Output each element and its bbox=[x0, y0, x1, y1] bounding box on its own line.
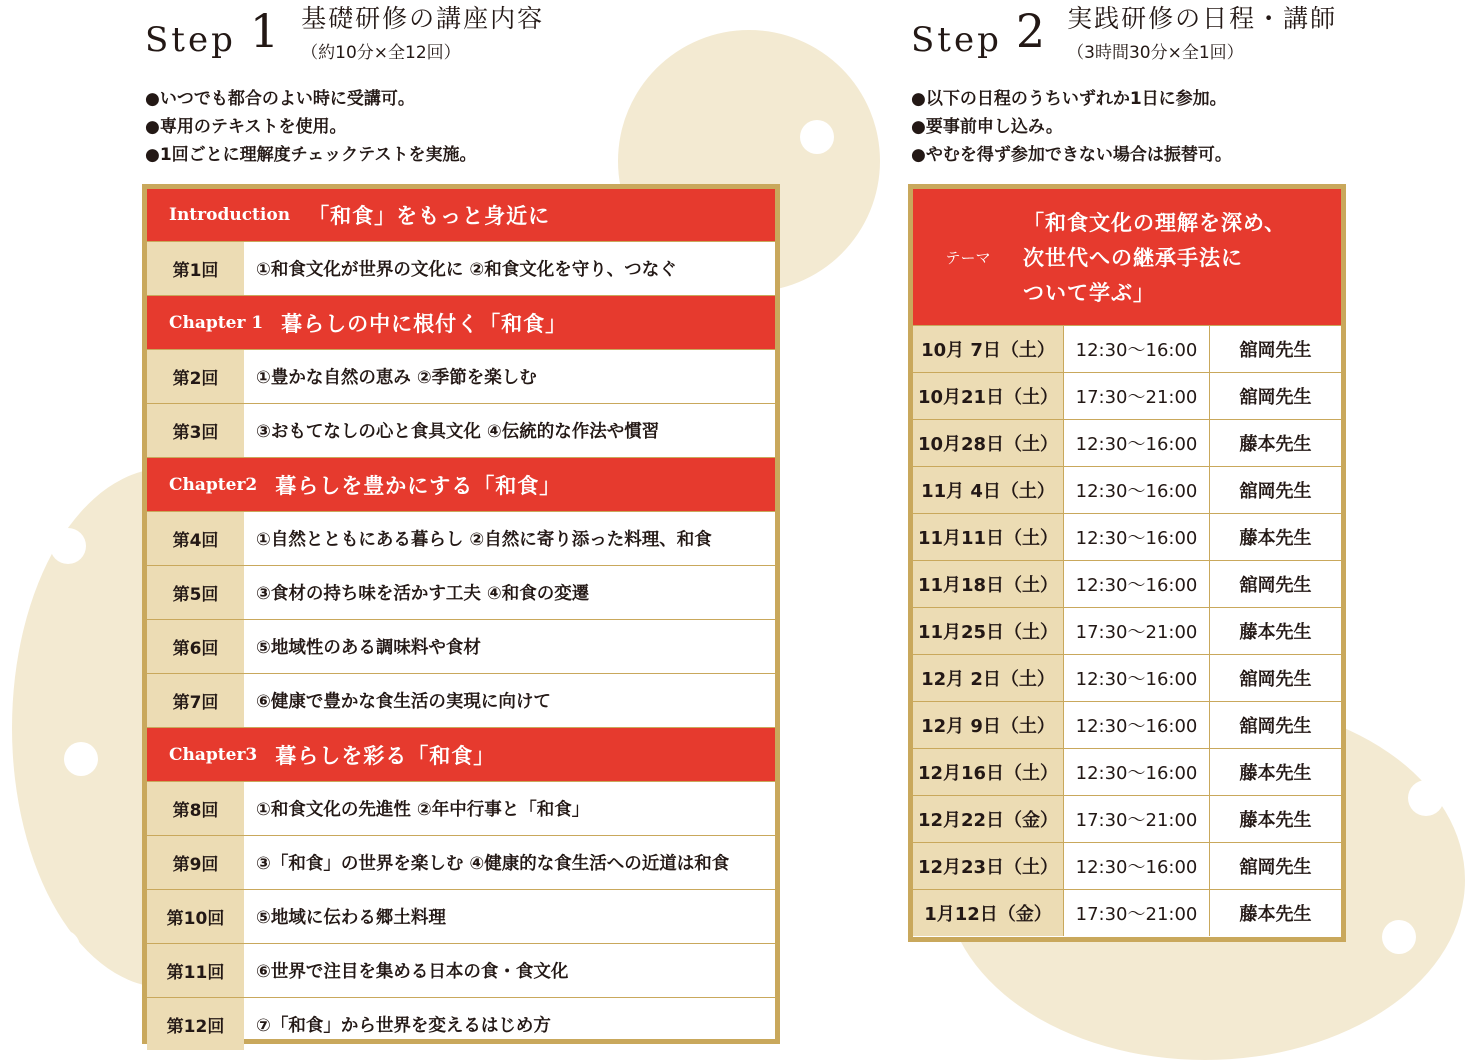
section-header-introduction bbox=[147, 189, 775, 242]
step2-title: 実践研修の日程・講師 bbox=[1067, 4, 1338, 33]
lesson-number: 第9回 bbox=[147, 836, 244, 889]
lesson-number: 第4回 bbox=[147, 512, 244, 565]
schedule-teacher: 藤本先生 bbox=[1239, 763, 1312, 784]
lesson-number: 第7回 bbox=[147, 674, 244, 727]
schedule-teacher: 舘岡先生 bbox=[1239, 857, 1312, 878]
lesson-row bbox=[147, 674, 775, 728]
schedule-row bbox=[913, 326, 1341, 373]
schedule-row bbox=[913, 655, 1341, 702]
schedule-teacher: 舘岡先生 bbox=[1239, 716, 1312, 737]
lesson-number: 第3回 bbox=[147, 404, 244, 457]
step1-number: 1 bbox=[249, 4, 280, 58]
lesson-number: 第6回 bbox=[147, 620, 244, 673]
paper-notch bbox=[64, 742, 98, 776]
section-label: Chapter3 bbox=[169, 744, 258, 765]
step1-heading bbox=[145, 4, 544, 63]
lesson-row bbox=[147, 998, 775, 1050]
schedule-date: 12月 9日（土） bbox=[913, 702, 1064, 748]
schedule-row bbox=[913, 561, 1341, 608]
theme-label: テーマ bbox=[945, 248, 991, 267]
schedule-date: 12月16日（土） bbox=[913, 749, 1064, 795]
lesson-number: 第11回 bbox=[147, 944, 244, 997]
lesson-row bbox=[147, 620, 775, 674]
section-title: 「和食」をもっと身近に bbox=[308, 203, 551, 228]
schedule-date: 12月 2日（土） bbox=[913, 655, 1064, 701]
schedule-row bbox=[913, 890, 1341, 936]
paper-notch bbox=[1382, 920, 1416, 954]
schedule-time: 12:30〜16:00 bbox=[1064, 561, 1210, 607]
section-header-chapter1 bbox=[147, 296, 775, 350]
schedule-time: 12:30〜16:00 bbox=[1064, 420, 1210, 466]
lesson-text: ③おもてなしの心と食具文化 ④伝統的な作法や慣習 bbox=[256, 422, 660, 442]
schedule-teacher: 舘岡先生 bbox=[1239, 481, 1312, 502]
section-header-chapter2 bbox=[147, 458, 775, 512]
schedule-teacher: 藤本先生 bbox=[1239, 434, 1312, 455]
lesson-text: ⑤地域に伝わる郷土料理 bbox=[256, 908, 446, 928]
lesson-row bbox=[147, 350, 775, 404]
section-label: Chapter2 bbox=[169, 474, 258, 495]
schedule-table bbox=[908, 184, 1346, 942]
lesson-row bbox=[147, 512, 775, 566]
schedule-teacher: 藤本先生 bbox=[1239, 528, 1312, 549]
lesson-text: ①和食文化が世界の文化に ②和食文化を守り、つなぐ bbox=[256, 260, 677, 280]
lesson-text: ①自然とともにある暮らし ②自然に寄り添った料理、和食 bbox=[256, 530, 712, 550]
step1-bullets bbox=[145, 85, 476, 169]
schedule-time: 17:30〜21:00 bbox=[1064, 608, 1210, 654]
schedule-teacher: 舘岡先生 bbox=[1239, 340, 1312, 361]
schedule-time: 17:30〜21:00 bbox=[1064, 373, 1210, 419]
step2-subtitle: （3時間30分×全1回） bbox=[1067, 43, 1244, 63]
section-header-chapter3 bbox=[147, 728, 775, 782]
step2-word: Step bbox=[911, 20, 1002, 60]
schedule-date: 10月 7日（土） bbox=[913, 326, 1064, 372]
schedule-teacher: 藤本先生 bbox=[1239, 904, 1312, 925]
lesson-number: 第12回 bbox=[147, 998, 244, 1050]
schedule-row bbox=[913, 702, 1341, 749]
schedule-time: 12:30〜16:00 bbox=[1064, 467, 1210, 513]
lesson-text: ①豊かな自然の恵み ②季節を楽しむ bbox=[256, 368, 537, 388]
theme-header bbox=[913, 189, 1341, 326]
schedule-date: 11月18日（土） bbox=[913, 561, 1064, 607]
schedule-time: 12:30〜16:00 bbox=[1064, 655, 1210, 701]
schedule-date: 12月22日（金） bbox=[913, 796, 1064, 842]
lesson-text: ⑥世界で注目を集める日本の食・食文化 bbox=[256, 962, 569, 982]
schedule-date: 11月 4日（土） bbox=[913, 467, 1064, 513]
lesson-text: ⑤地域性のある調味料や食材 bbox=[256, 638, 481, 658]
schedule-time: 12:30〜16:00 bbox=[1064, 514, 1210, 560]
schedule-time: 17:30〜21:00 bbox=[1064, 796, 1210, 842]
lesson-row bbox=[147, 890, 775, 944]
schedule-row bbox=[913, 373, 1341, 420]
lesson-row bbox=[147, 782, 775, 836]
schedule-date: 1月12日（金） bbox=[913, 890, 1064, 936]
schedule-teacher: 舘岡先生 bbox=[1239, 387, 1312, 408]
bullet-item: ●やむを得ず参加できない場合は振替可。 bbox=[911, 145, 1232, 165]
lesson-row bbox=[147, 836, 775, 890]
schedule-row bbox=[913, 843, 1341, 890]
lesson-number: 第1回 bbox=[147, 242, 244, 295]
lesson-number: 第8回 bbox=[147, 782, 244, 835]
step1-title: 基礎研修の講座内容 bbox=[301, 4, 545, 33]
schedule-teacher: 藤本先生 bbox=[1239, 622, 1312, 643]
paper-notch bbox=[1408, 780, 1444, 816]
schedule-row bbox=[913, 608, 1341, 655]
curriculum-table bbox=[142, 184, 780, 1044]
lesson-text: ③食材の持ち味を活かす工夫 ④和食の変遷 bbox=[256, 584, 590, 604]
step1-subtitle: （約10分×全12回） bbox=[301, 43, 461, 63]
lesson-text: ③「和食」の世界を楽しむ ④健康的な食生活への近道は和食 bbox=[256, 854, 730, 874]
schedule-time: 12:30〜16:00 bbox=[1064, 326, 1210, 372]
section-title: 暮らしの中に根付く「和食」 bbox=[281, 310, 568, 336]
lesson-number: 第2回 bbox=[147, 350, 244, 403]
step1-word: Step bbox=[145, 20, 236, 60]
lesson-number: 第10回 bbox=[147, 890, 244, 943]
paper-notch bbox=[800, 120, 834, 154]
schedule-teacher: 舘岡先生 bbox=[1239, 575, 1312, 596]
schedule-row bbox=[913, 749, 1341, 796]
schedule-date: 10月28日（土） bbox=[913, 420, 1064, 466]
bullet-item: ●以下の日程のうちいずれか1日に参加。 bbox=[911, 89, 1227, 109]
lesson-row bbox=[147, 404, 775, 458]
schedule-date: 10月21日（土） bbox=[913, 373, 1064, 419]
bullet-item: ●1回ごとに理解度チェックテストを実施。 bbox=[145, 145, 477, 165]
lesson-row bbox=[147, 944, 775, 998]
schedule-row bbox=[913, 420, 1341, 467]
schedule-time: 17:30〜21:00 bbox=[1064, 890, 1210, 936]
schedule-teacher: 藤本先生 bbox=[1239, 810, 1312, 831]
schedule-row bbox=[913, 467, 1341, 514]
step2-heading bbox=[911, 4, 1337, 63]
lesson-row bbox=[147, 566, 775, 620]
lesson-text: ⑥健康で豊かな食生活の実現に向けて bbox=[256, 692, 551, 712]
bullet-item: ●いつでも都合のよい時に受講可。 bbox=[145, 89, 415, 109]
paper-notch bbox=[50, 528, 86, 564]
bullet-item: ●要事前申し込み。 bbox=[911, 117, 1063, 137]
step2-number: 2 bbox=[1015, 4, 1046, 58]
lesson-text: ①和食文化の先進性 ②年中行事と「和食」 bbox=[256, 800, 590, 820]
section-label: Introduction bbox=[169, 205, 291, 225]
schedule-date: 12月23日（土） bbox=[913, 843, 1064, 889]
paper-notch bbox=[46, 930, 80, 964]
schedule-row bbox=[913, 796, 1341, 843]
schedule-time: 12:30〜16:00 bbox=[1064, 702, 1210, 748]
schedule-row bbox=[913, 514, 1341, 561]
lesson-text: ⑦「和食」から世界を変えるはじめ方 bbox=[256, 1015, 551, 1036]
section-label: Chapter 1 bbox=[169, 312, 264, 333]
schedule-date: 11月25日（土） bbox=[913, 608, 1064, 654]
schedule-teacher: 舘岡先生 bbox=[1239, 669, 1312, 690]
schedule-rows bbox=[913, 326, 1341, 936]
bullet-item: ●専用のテキストを使用。 bbox=[145, 117, 347, 137]
schedule-time: 12:30〜16:00 bbox=[1064, 749, 1210, 795]
section-title: 暮らしを豊かにする「和食」 bbox=[275, 472, 562, 498]
schedule-date: 11月11日（土） bbox=[913, 514, 1064, 560]
schedule-time: 12:30〜16:00 bbox=[1064, 843, 1210, 889]
theme-text: 「和食文化の理解を深め、 次世代への継承手法に ついて学ぶ」 bbox=[1023, 209, 1287, 305]
step2-bullets bbox=[911, 85, 1232, 169]
lesson-row bbox=[147, 242, 775, 296]
section-title: 暮らしを彩る「和食」 bbox=[275, 742, 496, 768]
paper-notch bbox=[1000, 1010, 1032, 1042]
lesson-number: 第5回 bbox=[147, 566, 244, 619]
